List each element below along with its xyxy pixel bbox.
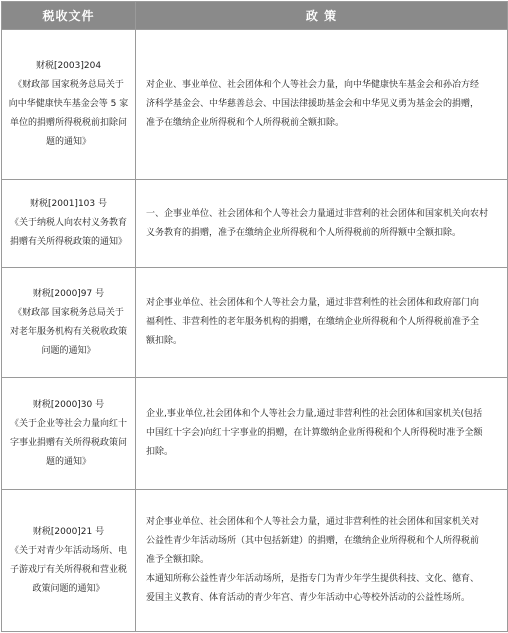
policy-line: 企业,事业单位,社会团体和个人等社会力量,通过非营利性的社会团体和国家机关(包括: [146, 409, 483, 419]
doc-line: 《财政部 国家税务总局关于: [13, 80, 124, 90]
policy-line: 公益性青少年活动场所（其中包括新建）的捐赠，在缴纳企业所得税和个人所得税前: [146, 536, 480, 546]
policy-line: 济科学基金会、中华慈善总会、中国法律援助基金会和中华见义勇为基金会的捐赠，: [146, 99, 480, 109]
table-row: [2, 490, 508, 632]
policy-line: 一、企事业单位、社会团体和个人等社会力量通过非营利的社会团体和国家机关向农村: [146, 208, 489, 219]
policy-cell: [136, 268, 508, 378]
policy-line: 对企业、事业单位、社会团体和个人等社会力量，向中华健康快车基金会和孙冶方经: [146, 80, 480, 90]
doc-line: 财税[2001]103 号: [30, 199, 107, 209]
policy-line: 准予在缴纳企业所得税和个人所得税前全额扣除。: [146, 118, 345, 128]
policy-cell: [136, 490, 508, 632]
table-row: [2, 378, 508, 490]
tax-document-cell: [2, 30, 136, 180]
doc-line: 财税[2003]204: [35, 61, 102, 71]
header-tax-document: 税收文件: [2, 2, 136, 30]
policy-line: 对企事业单位、社会团体和个人等社会力量，通过非营利性的社会团体和政府部门向: [146, 298, 480, 308]
policy-line: 扣除。: [146, 447, 174, 457]
header-policy: 政 策: [136, 2, 508, 30]
policy-line: 中国红十字会)向红十字事业的捐赠，在计算缴纳企业所得税和个人所得税时准予全额: [146, 428, 483, 438]
doc-line: 《关于对青少年活动场所、电: [9, 545, 127, 556]
tax-document-cell: [2, 180, 136, 268]
table-row: [2, 268, 508, 378]
doc-line: 财税[2000]30 号: [32, 399, 105, 410]
doc-line: 《关于企业等社会力量向红十: [9, 418, 127, 429]
doc-line: 对老年服务机构有关税收政策: [9, 326, 127, 337]
doc-line: 题的通知》: [45, 456, 91, 467]
tax-policy-table: [1, 1, 508, 632]
doc-line: 《关于纳税人向农村义务教育: [9, 218, 127, 228]
doc-line: 财税[2000]21 号: [32, 526, 105, 537]
table-row: [2, 30, 508, 180]
doc-line: 题的通知》: [45, 137, 91, 147]
doc-line: 单位的捐赠所得税税前扣除问: [9, 118, 127, 128]
doc-line: 问题的通知》: [41, 345, 96, 356]
policy-line: 义务教育的捐赠，准予在缴纳企业所得税和个人所得税前的所得额中全额扣除。: [146, 227, 462, 238]
policy-line: 准予全额扣除。: [146, 555, 210, 565]
doc-line: 捐赠有关所得税政策的通知》: [9, 237, 127, 247]
doc-line: 子游戏厅有关所得税和营业税: [9, 564, 127, 575]
policy-line: 福利性、非营利性的老年服务机构的捐赠，在缴纳企业所得税和个人所得税前准予全: [146, 317, 480, 327]
table-header-row: [2, 2, 508, 30]
tax-document-cell: [2, 378, 136, 490]
tax-document-cell: [2, 490, 136, 632]
policy-line: 本通知所称公益性青少年活动场所，是指专门为青少年学生提供科技、文化、德育、: [146, 574, 480, 584]
tax-document-cell: [2, 268, 136, 378]
doc-line: 字事业捐赠有关所得税政策问: [9, 437, 127, 448]
policy-line: 爱国主义教育、体育活动的青少年宫、青少年活动中心等校外活动的公益性场所。: [146, 593, 471, 603]
doc-line: 政策问题的通知》: [32, 583, 105, 594]
policy-cell: [136, 180, 508, 268]
policy-line: 对企事业单位、社会团体和个人等社会力量，通过非营利性的社会团体和国家机关对: [146, 517, 480, 527]
policy-line: 额扣除。: [146, 336, 183, 346]
policy-cell: [136, 30, 508, 180]
policy-cell: [136, 378, 508, 490]
doc-line: 向中华健康快车基金会等 5 家: [8, 99, 129, 109]
doc-line: 《财政部 国家税务总局关于: [13, 307, 124, 318]
table-row: [2, 180, 508, 268]
doc-line: 财税[2000]97 号: [32, 288, 105, 299]
